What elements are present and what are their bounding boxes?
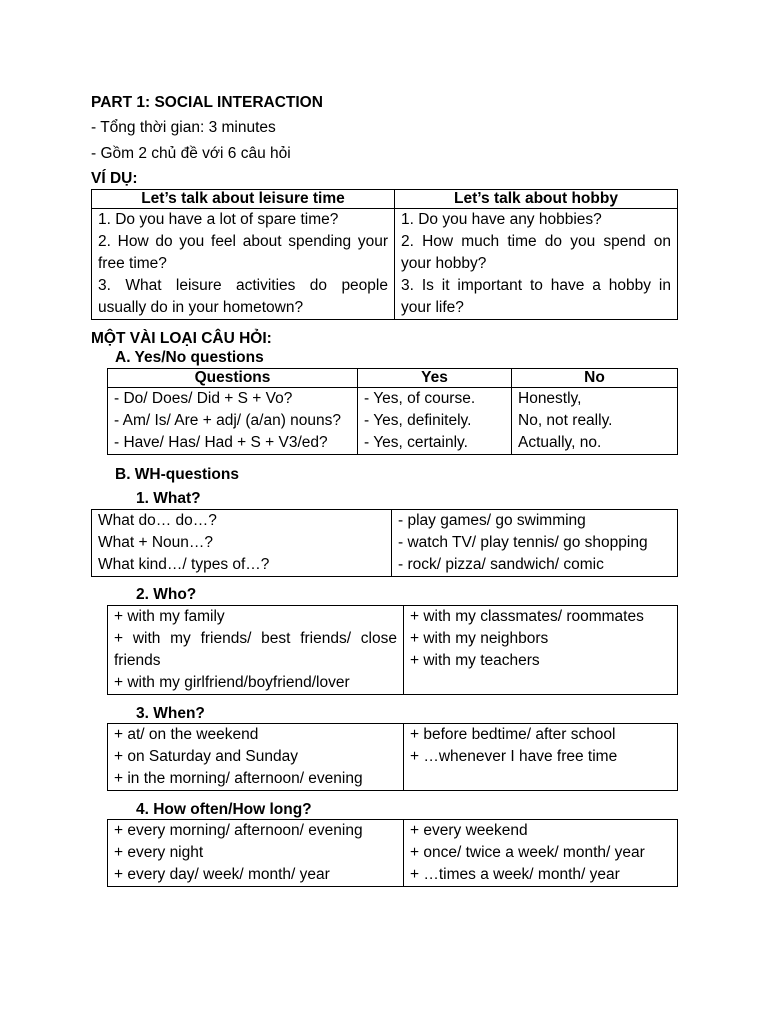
list-item: - Yes, definitely. (364, 412, 472, 429)
list-item: No, not really. (518, 412, 613, 429)
what-table (91, 509, 678, 577)
list-item: + in the morning/ afternoon/ evening (114, 770, 363, 787)
list-item: - Yes, of course. (364, 390, 476, 407)
when-title: 3. When? (136, 705, 205, 722)
list-item: + every day/ week/ month/ year (114, 866, 330, 883)
who-table (107, 605, 678, 695)
types-label: MỘT VÀI LOẠI CÂU HỎI: (91, 330, 272, 347)
when-table (107, 723, 678, 791)
list-item: 3. Is it important to have a hobby in your life? (401, 277, 671, 316)
list-item: + with my classmates/ roommates (410, 608, 644, 625)
part-title: PART 1: SOCIAL INTERACTION (91, 94, 323, 111)
list-item: + on Saturday and Sunday (114, 748, 298, 765)
what-title: 1. What? (136, 490, 201, 507)
list-item: + with my teachers (410, 652, 540, 669)
table-cell (392, 510, 678, 577)
list-item: 2. How do you feel about spending your free time? (98, 233, 388, 272)
list-item: + with my family (114, 608, 225, 625)
list-item: 2. How much time do you spend on your hobby? (401, 233, 671, 272)
intro-line: - Gồm 2 chủ đề với 6 câu hỏi (91, 145, 291, 162)
table-cell (92, 510, 392, 577)
list-item: What do… do…? (98, 512, 217, 529)
list-item: + every weekend (410, 822, 528, 839)
list-item: - watch TV/ play tennis/ go shopping (398, 534, 648, 551)
intro-line: - Tổng thời gian: 3 minutes (91, 119, 276, 136)
list-item: + once/ twice a week/ month/ year (410, 844, 645, 861)
how-often-table (107, 819, 678, 887)
table-header: Questions (108, 369, 358, 388)
list-item: + at/ on the weekend (114, 726, 259, 743)
table-header: Let’s talk about hobby (395, 190, 678, 209)
list-item: - rock/ pizza/ sandwich/ comic (398, 556, 604, 573)
section-a-title: A. Yes/No questions (115, 349, 264, 366)
list-item: What + Noun…? (98, 534, 214, 551)
section-b-title: B. WH-questions (115, 466, 239, 483)
list-item: 1. Do you have a lot of spare time? (98, 211, 339, 228)
table-cell (358, 388, 512, 455)
table-cell (108, 388, 358, 455)
table-cell (92, 209, 395, 320)
list-item: 3. What leisure activities do people usually do in your hometown? (98, 277, 388, 316)
table-header: Let’s talk about leisure time (92, 190, 395, 209)
table-header: Yes (358, 369, 512, 388)
list-item: - Have/ Has/ Had + S + V3/ed? (114, 434, 328, 451)
table-cell (395, 209, 678, 320)
example-label: VÍ DỤ: (91, 170, 138, 187)
yes-no-table (107, 368, 678, 455)
list-item: + …whenever I have free time (410, 748, 618, 765)
table-cell (512, 388, 678, 455)
list-item: 1. Do you have any hobbies? (401, 211, 602, 228)
list-item: - play games/ go swimming (398, 512, 586, 529)
list-item: + …times a week/ month/ year (410, 866, 620, 883)
list-item: - Am/ Is/ Are + adj/ (a/an) nouns? (114, 412, 342, 429)
example-table (91, 189, 678, 320)
table-cell (404, 820, 678, 887)
list-item: + with my girlfriend/boyfriend/lover (114, 674, 350, 691)
list-item: + before bedtime/ after school (410, 726, 616, 743)
table-cell (108, 606, 404, 695)
table-cell (108, 820, 404, 887)
list-item: + with my friends/ best friends/ close friends (114, 630, 397, 669)
table-cell (404, 724, 678, 791)
table-cell (404, 606, 678, 695)
who-title: 2. Who? (136, 586, 197, 603)
list-item: + every night (114, 844, 204, 861)
list-item: Honestly, (518, 390, 582, 407)
list-item: What kind…/ types of…? (98, 556, 270, 573)
list-item: + with my neighbors (410, 630, 549, 647)
list-item: - Do/ Does/ Did + S + Vo? (114, 390, 293, 407)
table-header: No (512, 369, 678, 388)
list-item: Actually, no. (518, 434, 602, 451)
list-item: + every morning/ afternoon/ evening (114, 822, 363, 839)
list-item: - Yes, certainly. (364, 434, 468, 451)
table-cell (108, 724, 404, 791)
how-often-title: 4. How often/How long? (136, 801, 312, 818)
